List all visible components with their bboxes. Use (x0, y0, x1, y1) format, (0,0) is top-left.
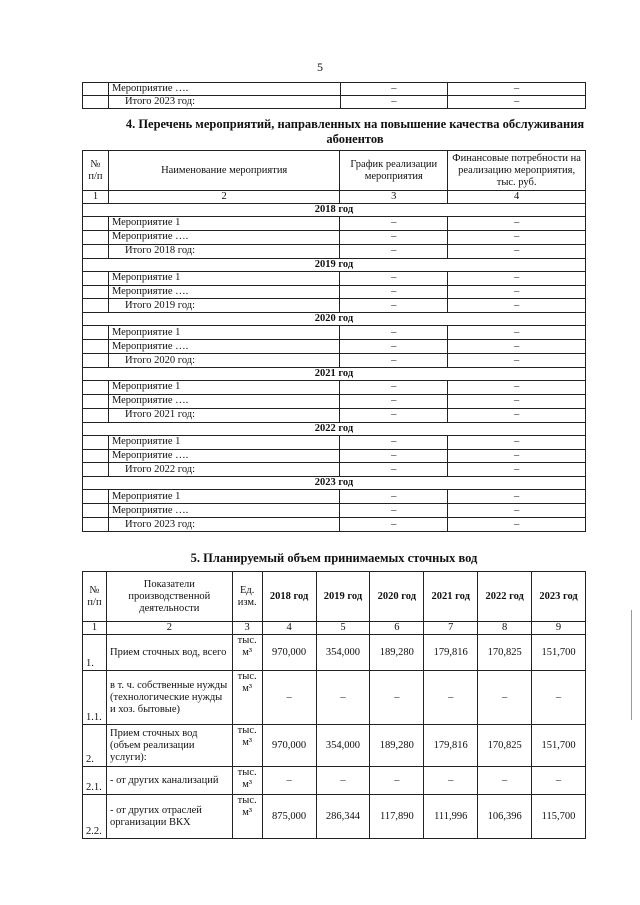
header-num: № п/п (83, 572, 107, 622)
value-cell: – (478, 671, 532, 725)
measure-name: Мероприятие …. (108, 394, 339, 408)
measure-name: Итого 2022 год: (108, 463, 339, 477)
header-year: 2018 год (262, 572, 316, 622)
year-label: 2019 год (83, 258, 586, 271)
col-number: 7 (424, 622, 478, 635)
measures-table (82, 150, 586, 532)
col-number: 3 (232, 622, 262, 635)
table-row (83, 271, 586, 285)
col-number: 4 (262, 622, 316, 635)
col-number: 5 (316, 622, 370, 635)
measure-schedule: – (340, 408, 448, 422)
year-row (83, 368, 586, 381)
value-cell: 151,700 (532, 725, 586, 767)
measure-name: Мероприятие …. (108, 504, 339, 518)
measure-schedule: – (340, 340, 448, 354)
value-cell: 115,700 (532, 795, 586, 839)
measure-name: Мероприятие 1 (108, 490, 339, 504)
measure-cost: – (448, 490, 586, 504)
measure-cost: – (448, 285, 586, 299)
measure-name: Мероприятие 1 (108, 326, 339, 340)
table-row (83, 83, 586, 96)
wastewater-volume-table (82, 571, 586, 839)
table-row (83, 795, 586, 839)
table-row (83, 244, 586, 258)
measure-schedule: – (340, 449, 448, 463)
measure-schedule: – (340, 217, 448, 231)
measure-schedule: – (340, 435, 448, 449)
table-row (83, 230, 586, 244)
table-row (83, 449, 586, 463)
header-unit: Ед. изм. (232, 572, 262, 622)
row-num-cell (83, 244, 109, 258)
table-row (83, 463, 586, 477)
table-row (83, 435, 586, 449)
measure-cost: – (448, 217, 586, 231)
measure-schedule: – (340, 463, 448, 477)
header-indicator: Показатели производственной деятельности (106, 572, 232, 622)
year-row (83, 204, 586, 217)
unit-cell: тыс. м³ (232, 725, 262, 767)
measure-cost: – (448, 354, 586, 368)
value-cell: 111,996 (424, 795, 478, 839)
row-num-cell (83, 408, 109, 422)
measure-name: Мероприятие 1 (108, 381, 339, 395)
measure-cost: – (448, 83, 586, 96)
table-row (83, 96, 586, 109)
measure-cost: – (448, 96, 586, 109)
value-cell: – (316, 671, 370, 725)
header-year: 2022 год (478, 572, 532, 622)
value-cell: – (262, 767, 316, 795)
value-cell: – (370, 671, 424, 725)
year-label: 2018 год (83, 204, 586, 217)
header-schedule: График реализации мероприятия (340, 151, 448, 191)
value-cell: 151,700 (532, 635, 586, 671)
row-num-cell (83, 381, 109, 395)
indicator-name: Прием сточных вод, всего (106, 635, 232, 671)
row-num-cell (83, 217, 109, 231)
measure-schedule: – (340, 490, 448, 504)
measure-schedule: – (340, 271, 448, 285)
year-row (83, 477, 586, 490)
row-number: 2.1. (83, 767, 107, 795)
indicator-name: Прием сточных вод (объем реализации услуги): (106, 725, 232, 767)
scan-margin-line (631, 610, 632, 720)
value-cell: 179,816 (424, 725, 478, 767)
row-num-cell (83, 271, 109, 285)
year-row (83, 258, 586, 271)
measure-name: Итого 2023 год: (108, 518, 339, 532)
value-cell: 970,000 (262, 725, 316, 767)
value-cell: 875,000 (262, 795, 316, 839)
row-num-cell (83, 83, 109, 96)
row-num-cell (83, 518, 109, 532)
header-year: 2019 год (316, 572, 370, 622)
measure-cost: – (448, 394, 586, 408)
unit-cell: тыс. м³ (232, 635, 262, 671)
measure-schedule: – (340, 354, 448, 368)
row-num-cell (83, 435, 109, 449)
measure-schedule: – (340, 326, 448, 340)
value-cell: 106,396 (478, 795, 532, 839)
year-label: 2020 год (83, 313, 586, 326)
table-row (83, 326, 586, 340)
measure-schedule: – (340, 518, 448, 532)
row-num-cell (83, 354, 109, 368)
measure-name: Итого 2023 год: (108, 96, 340, 109)
measure-cost: – (448, 408, 586, 422)
page-number: 5 (317, 60, 323, 74)
value-cell: 970,000 (262, 635, 316, 671)
year-row (83, 313, 586, 326)
indicator-name: - от других отраслей организации ВКХ (106, 795, 232, 839)
measure-schedule: – (340, 381, 448, 395)
measure-name: Мероприятие …. (108, 449, 339, 463)
measure-cost: – (448, 518, 586, 532)
measure-name: Итого 2018 год: (108, 244, 339, 258)
row-num-cell (83, 490, 109, 504)
table-row (83, 394, 586, 408)
col-number: 6 (370, 622, 424, 635)
unit-cell: тыс. м³ (232, 767, 262, 795)
col-number: 9 (532, 622, 586, 635)
row-num-cell (83, 230, 109, 244)
header-name: Наименование мероприятия (108, 151, 339, 191)
col-number: 1 (83, 622, 107, 635)
header-year: 2020 год (370, 572, 424, 622)
col-number: 2 (106, 622, 232, 635)
table-row (83, 518, 586, 532)
measure-cost: – (448, 340, 586, 354)
row-num-cell (83, 299, 109, 313)
value-cell: 179,816 (424, 635, 478, 671)
value-cell: – (262, 671, 316, 725)
measure-cost: – (448, 326, 586, 340)
section5-title: 5. Планируемый объем принимаемых сточных вод (190, 551, 478, 565)
row-num-cell (83, 285, 109, 299)
col-number: 3 (340, 191, 448, 204)
value-cell: 286,344 (316, 795, 370, 839)
value-cell: 189,280 (370, 725, 424, 767)
measure-name: Мероприятие …. (108, 285, 339, 299)
measure-cost: – (448, 230, 586, 244)
table-row (83, 725, 586, 767)
value-cell: – (370, 767, 424, 795)
value-cell: 354,000 (316, 635, 370, 671)
indicator-name: - от других канализаций (106, 767, 232, 795)
row-num-cell (83, 504, 109, 518)
measure-name: Мероприятие …. (108, 83, 340, 96)
year-label: 2021 год (83, 368, 586, 381)
table-row (83, 504, 586, 518)
row-number: 2. (83, 725, 107, 767)
table-row (83, 671, 586, 725)
value-cell: 170,825 (478, 725, 532, 767)
measure-cost: – (448, 449, 586, 463)
value-cell: 170,825 (478, 635, 532, 671)
row-num-cell (83, 463, 109, 477)
measure-name: Мероприятие 1 (108, 271, 339, 285)
measure-cost: – (448, 381, 586, 395)
measure-cost: – (448, 463, 586, 477)
measure-schedule: – (340, 96, 448, 109)
header-year: 2023 год (532, 572, 586, 622)
row-num-cell (83, 394, 109, 408)
header-num: № п/п (83, 151, 109, 191)
measure-schedule: – (340, 83, 448, 96)
col-number: 4 (448, 191, 586, 204)
measure-schedule: – (340, 299, 448, 313)
measure-name: Итого 2021 год: (108, 408, 339, 422)
section4-title: 4. Перечень мероприятий, направленных на повышение качества обслуживания абонентов (125, 117, 585, 146)
value-cell: – (316, 767, 370, 795)
row-number: 1. (83, 635, 107, 671)
measure-name: Итого 2020 год: (108, 354, 339, 368)
measure-name: Мероприятие …. (108, 340, 339, 354)
measure-name: Мероприятие …. (108, 230, 339, 244)
measure-schedule: – (340, 394, 448, 408)
col-number: 1 (83, 191, 109, 204)
measure-cost: – (448, 435, 586, 449)
unit-cell: тыс. м³ (232, 671, 262, 725)
value-cell: 117,890 (370, 795, 424, 839)
table-row (83, 354, 586, 368)
value-cell: – (424, 671, 478, 725)
table-row (83, 490, 586, 504)
row-num-cell (83, 449, 109, 463)
unit-cell: тыс. м³ (232, 795, 262, 839)
col-number: 2 (108, 191, 339, 204)
value-cell: – (478, 767, 532, 795)
row-number: 2.2. (83, 795, 107, 839)
value-cell: – (532, 671, 586, 725)
year-row (83, 422, 586, 435)
year-label: 2022 год (83, 422, 586, 435)
continued-table (82, 82, 586, 109)
table-row (83, 635, 586, 671)
row-number: 1.1. (83, 671, 107, 725)
table-row (83, 340, 586, 354)
row-num-cell (83, 96, 109, 109)
measure-schedule: – (340, 244, 448, 258)
row-num-cell (83, 326, 109, 340)
indicator-name: в т. ч. собственные нужды (технологические нужды и хоз. бытовые) (106, 671, 232, 725)
table-row (83, 381, 586, 395)
measure-name: Итого 2019 год: (108, 299, 339, 313)
value-cell: – (532, 767, 586, 795)
value-cell: – (424, 767, 478, 795)
table-row (83, 285, 586, 299)
table-row (83, 217, 586, 231)
measure-cost: – (448, 504, 586, 518)
measure-name: Мероприятие 1 (108, 217, 339, 231)
value-cell: 354,000 (316, 725, 370, 767)
row-num-cell (83, 340, 109, 354)
measure-cost: – (448, 271, 586, 285)
measure-cost: – (448, 244, 586, 258)
measure-schedule: – (340, 285, 448, 299)
table-row (83, 408, 586, 422)
col-number: 8 (478, 622, 532, 635)
year-label: 2023 год (83, 477, 586, 490)
table-row (83, 299, 586, 313)
measure-schedule: – (340, 230, 448, 244)
measure-name: Мероприятие 1 (108, 435, 339, 449)
measure-cost: – (448, 299, 586, 313)
header-year: 2021 год (424, 572, 478, 622)
header-cost: Финансовые потребности на реализацию мероприятия, тыс. руб. (448, 151, 586, 191)
measure-schedule: – (340, 504, 448, 518)
value-cell: 189,280 (370, 635, 424, 671)
table-row (83, 767, 586, 795)
